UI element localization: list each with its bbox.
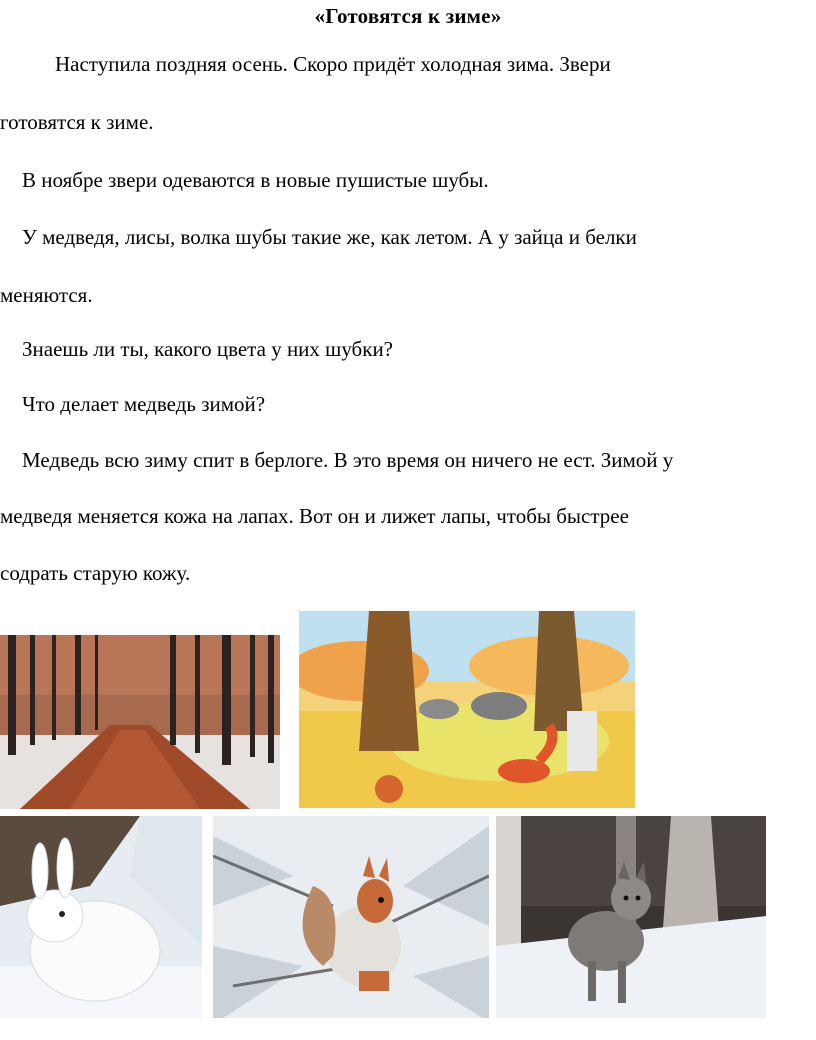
paragraph-line: В ноябре звери одеваются в новые пушистые шубы. — [22, 168, 489, 192]
wolf-in-snow-photo — [496, 816, 766, 1018]
paragraph-line: меняются. — [0, 283, 93, 307]
paragraph-line: медведя меняется кожа на лапах. Вот он и лижет лапы, чтобы быстрее — [0, 504, 629, 528]
squirrel-in-snow-photo — [213, 816, 489, 1018]
paragraph-line: готовятся к зиме. — [0, 110, 154, 134]
paragraph-line: Что делает медведь зимой? — [22, 392, 266, 416]
forest-animals-illustration — [299, 611, 635, 808]
document-title: «Готовятся к зиме» — [314, 4, 502, 28]
paragraph-line: Знаешь ли ты, какого цвета у них шубки? — [22, 337, 394, 361]
paragraph-line: содрать старую кожу. — [0, 561, 191, 585]
autumn-forest-path-photo — [0, 635, 280, 809]
white-hare-photo — [0, 816, 202, 1018]
paragraph-line: Наступила поздняя осень. Скоро придёт холодная зима. Звери — [55, 52, 611, 76]
paragraph-line: У медведя, лисы, волка шубы такие же, как летом. А у зайца и белки — [22, 225, 637, 249]
paragraph-line: Медведь всю зиму спит в берлоге. В это время он ничего не ест. Зимой у — [22, 448, 674, 472]
